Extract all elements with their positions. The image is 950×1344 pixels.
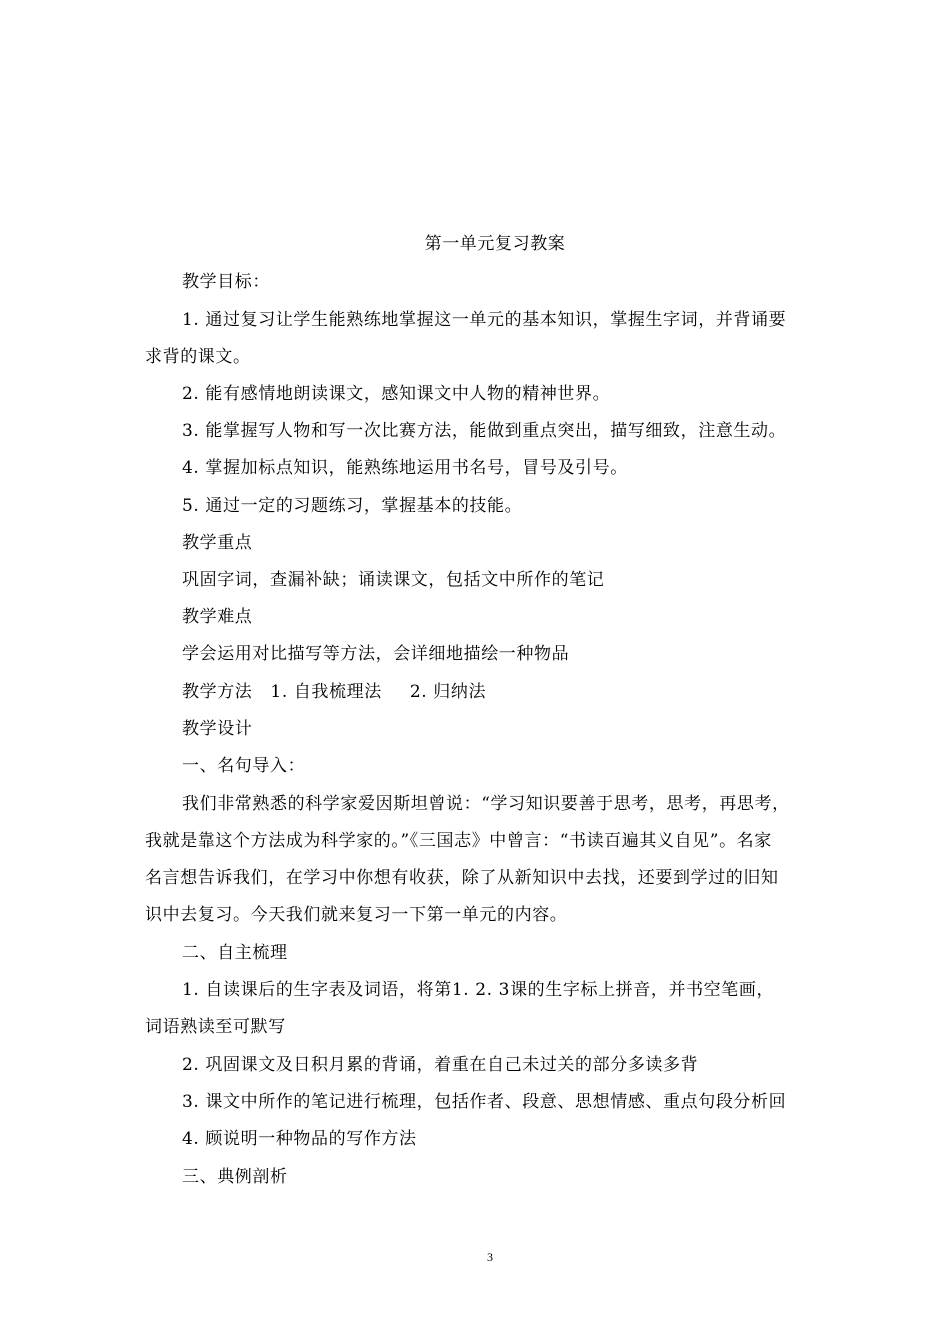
section-1-line-1: 我们非常熟悉的科学家爱因斯坦曾说：“学习知识要善于思考，思考，再思考， — [182, 794, 790, 814]
difficulties-heading: 教学难点 — [182, 607, 253, 627]
section-3-heading: 三、典例剖析 — [182, 1167, 288, 1187]
objective-3: 3. 能掌握写人物和写一次比赛方法，能做到重点突出，描写细致，注意生动。 — [182, 421, 787, 441]
key-points-heading: 教学重点 — [182, 533, 253, 553]
section-1-heading: 一、名句导入： — [182, 756, 306, 776]
objective-4: 4. 掌握加标点知识，能熟练地运用书名号，冒号及引号。 — [182, 458, 628, 478]
document-title: 第一单元复习教案 — [424, 234, 566, 254]
section-2-item-1-line-2: 词语熟读至可默写 — [145, 1017, 286, 1037]
objective-2: 2. 能有感情地朗读课文，感知课文中人物的精神世界。 — [182, 384, 611, 404]
methods-label: 教学方法 — [182, 682, 253, 702]
section-1-line-2: 我就是靠这个方法成为科学家的。”《三国志》中曾言：“书读百遍其义自见”。名家 — [145, 831, 772, 851]
page-number: 3 — [487, 1250, 493, 1264]
section-1-line-4: 识中去复习。今天我们就来复习一下第一单元的内容。 — [145, 905, 568, 925]
difficulties-text: 学会运用对比描写等方法，会详细地描绘一种物品 — [182, 644, 570, 664]
section-2-item-2: 2. 巩固课文及日积月累的背诵，着重在自己未过关的部分多读多背 — [182, 1055, 699, 1075]
section-2-item-4: 4. 顾说明一种物品的写作方法 — [182, 1129, 417, 1149]
section-2-item-3: 3. 课文中所作的笔记进行梳理，包括作者、段意、思想情感、重点句段分析回 — [182, 1092, 787, 1112]
section-1-line-3: 名言想告诉我们，在学习中你想有收获，除了从新知识中去找，还要到学过的旧知 — [145, 868, 779, 888]
objective-1-line-1: 1. 通过复习让学生能熟练地掌握这一单元的基本知识，掌握生字词，并背诵要 — [182, 310, 787, 330]
section-2-item-1-line-1: 1. 自读课后的生字表及词语，将第1. 2. 3课的生字标上拼音，并书空笔画， — [182, 980, 775, 1000]
method-2: 2. 归纳法 — [409, 682, 487, 702]
methods-line — [0, 681, 950, 703]
design-heading: 教学设计 — [182, 719, 253, 739]
key-points-text: 巩固字词，查漏补缺；诵读课文，包括文中所作的笔记 — [182, 570, 605, 590]
objectives-heading: 教学目标： — [182, 272, 270, 292]
method-1: 1. 自我梳理法 — [270, 682, 382, 702]
section-2-heading: 二、自主梳理 — [182, 943, 288, 963]
objective-1-line-2: 求背的课文。 — [145, 347, 251, 367]
objective-5: 5. 通过一定的习题练习，掌握基本的技能。 — [182, 496, 523, 516]
